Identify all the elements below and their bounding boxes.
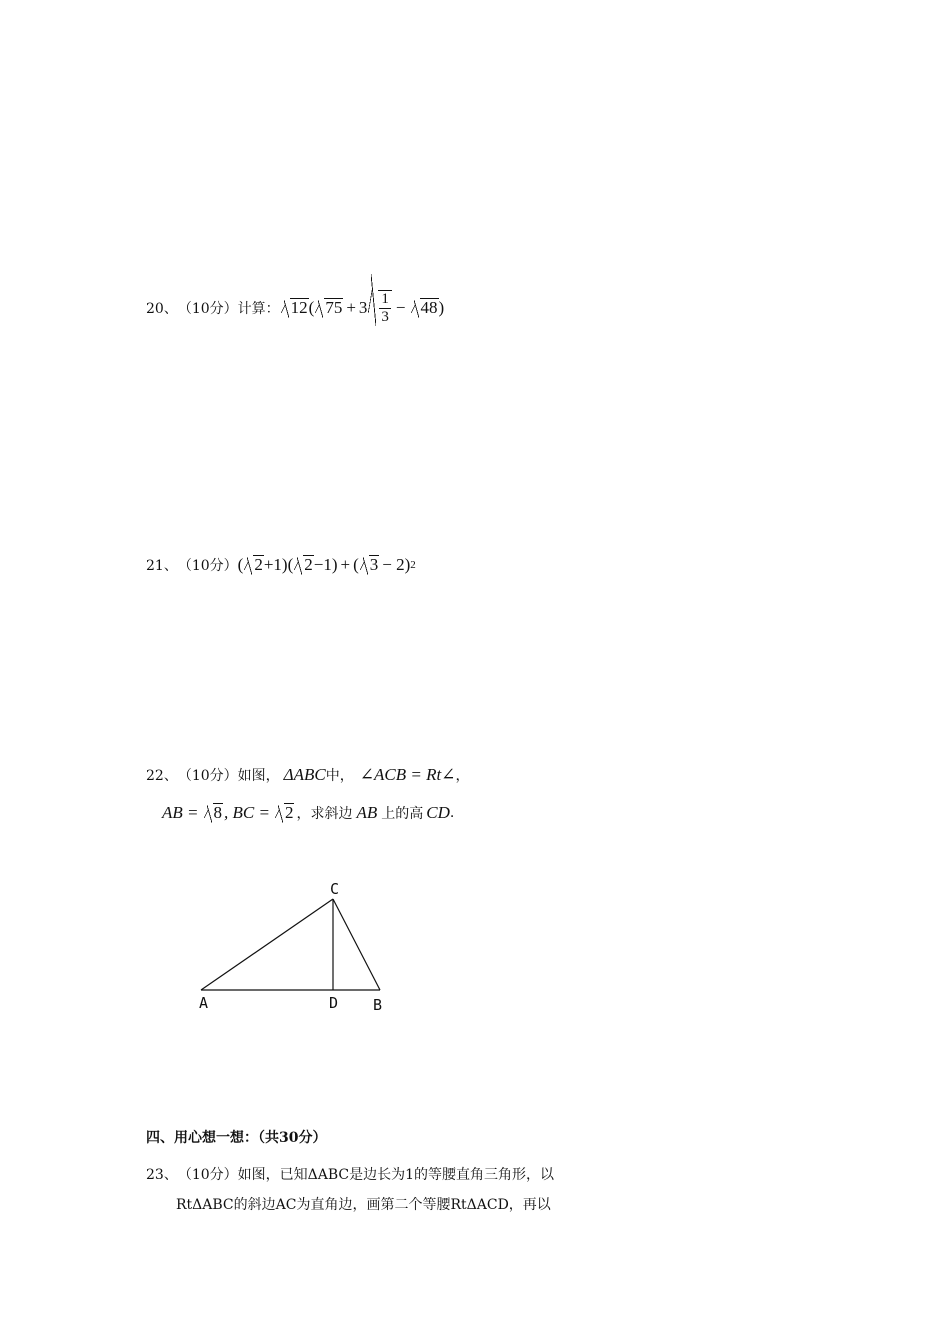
ab-equation: AB = (162, 803, 199, 822)
radicand: 3 (369, 555, 379, 574)
radicand: 75 (325, 298, 343, 317)
label-c: C (330, 880, 340, 898)
question-23 (146, 1164, 554, 1184)
question-22 (146, 764, 469, 786)
segment-cb-line (333, 899, 380, 990)
triangle-figure (190, 875, 400, 1015)
question-points: （10分） (177, 558, 238, 574)
math-expression: ( 2 +1 )( 2 −1 ) + ( 3 − 2 ) 2 (237, 555, 416, 574)
question-points: （10分） (177, 1167, 238, 1183)
numerator: 1 (381, 291, 389, 307)
term: +1 (263, 555, 282, 574)
question-instruction: 计算： (237, 301, 280, 317)
question-text: 如图，已知ΔABC是边长为1的等腰直角三角形，以 (237, 1167, 555, 1183)
question-number: 20、 (146, 301, 178, 317)
question-text: ，求斜边 (296, 806, 353, 822)
question-number: 23、 (146, 1167, 178, 1183)
question-number: 22、 (146, 768, 178, 784)
math-expression: 12 ( 75 + 3 $\frac{1}{3}$ − 48 ) (280, 290, 445, 326)
radicand: 48 (420, 298, 438, 317)
operator: + (340, 555, 351, 574)
question-text: 如图， (237, 768, 280, 784)
radicand: 8 (213, 803, 222, 822)
fraction (379, 291, 391, 326)
coefficient: 3 (358, 298, 368, 317)
punctuation: . (449, 805, 455, 821)
radicand: 2 (304, 555, 313, 574)
radicand: 12 (290, 298, 308, 317)
question-22-line-2 (162, 801, 454, 825)
segment-cd: CD (426, 803, 450, 822)
term: − 2 (382, 555, 405, 574)
triangle-name: ΔABC (283, 765, 326, 784)
label-b: B (373, 996, 383, 1014)
radicand: 2 (254, 555, 263, 574)
question-23-line-2: RtΔABC的斜边AC为直角边，画第二个等腰RtΔACD，再以 (176, 1197, 551, 1213)
question-text: 中， (325, 768, 354, 784)
question-points: （10分） (177, 768, 238, 784)
operator: + (346, 298, 356, 317)
question-text: 上的高 (381, 806, 424, 822)
question-20 (146, 288, 444, 328)
term: −1 (313, 555, 332, 574)
denominator: 3 (381, 309, 389, 325)
operator: − (395, 298, 406, 317)
punctuation: ， (455, 768, 470, 784)
bc-equation: , BC = (224, 803, 270, 822)
exponent: 2 (410, 559, 416, 571)
section-title: 四、用心想一想：（共30分） (146, 1130, 327, 1146)
angle-condition: ∠ACB = Rt∠ (359, 765, 456, 784)
segment-ab: AB (356, 803, 378, 822)
question-21 (146, 553, 416, 577)
question-number: 21、 (146, 558, 178, 574)
segment-ac-line (201, 899, 333, 990)
label-d: D (329, 994, 339, 1012)
radicand: 2 (284, 803, 294, 822)
question-points: （10分） (177, 301, 238, 317)
label-a: A (199, 994, 209, 1012)
